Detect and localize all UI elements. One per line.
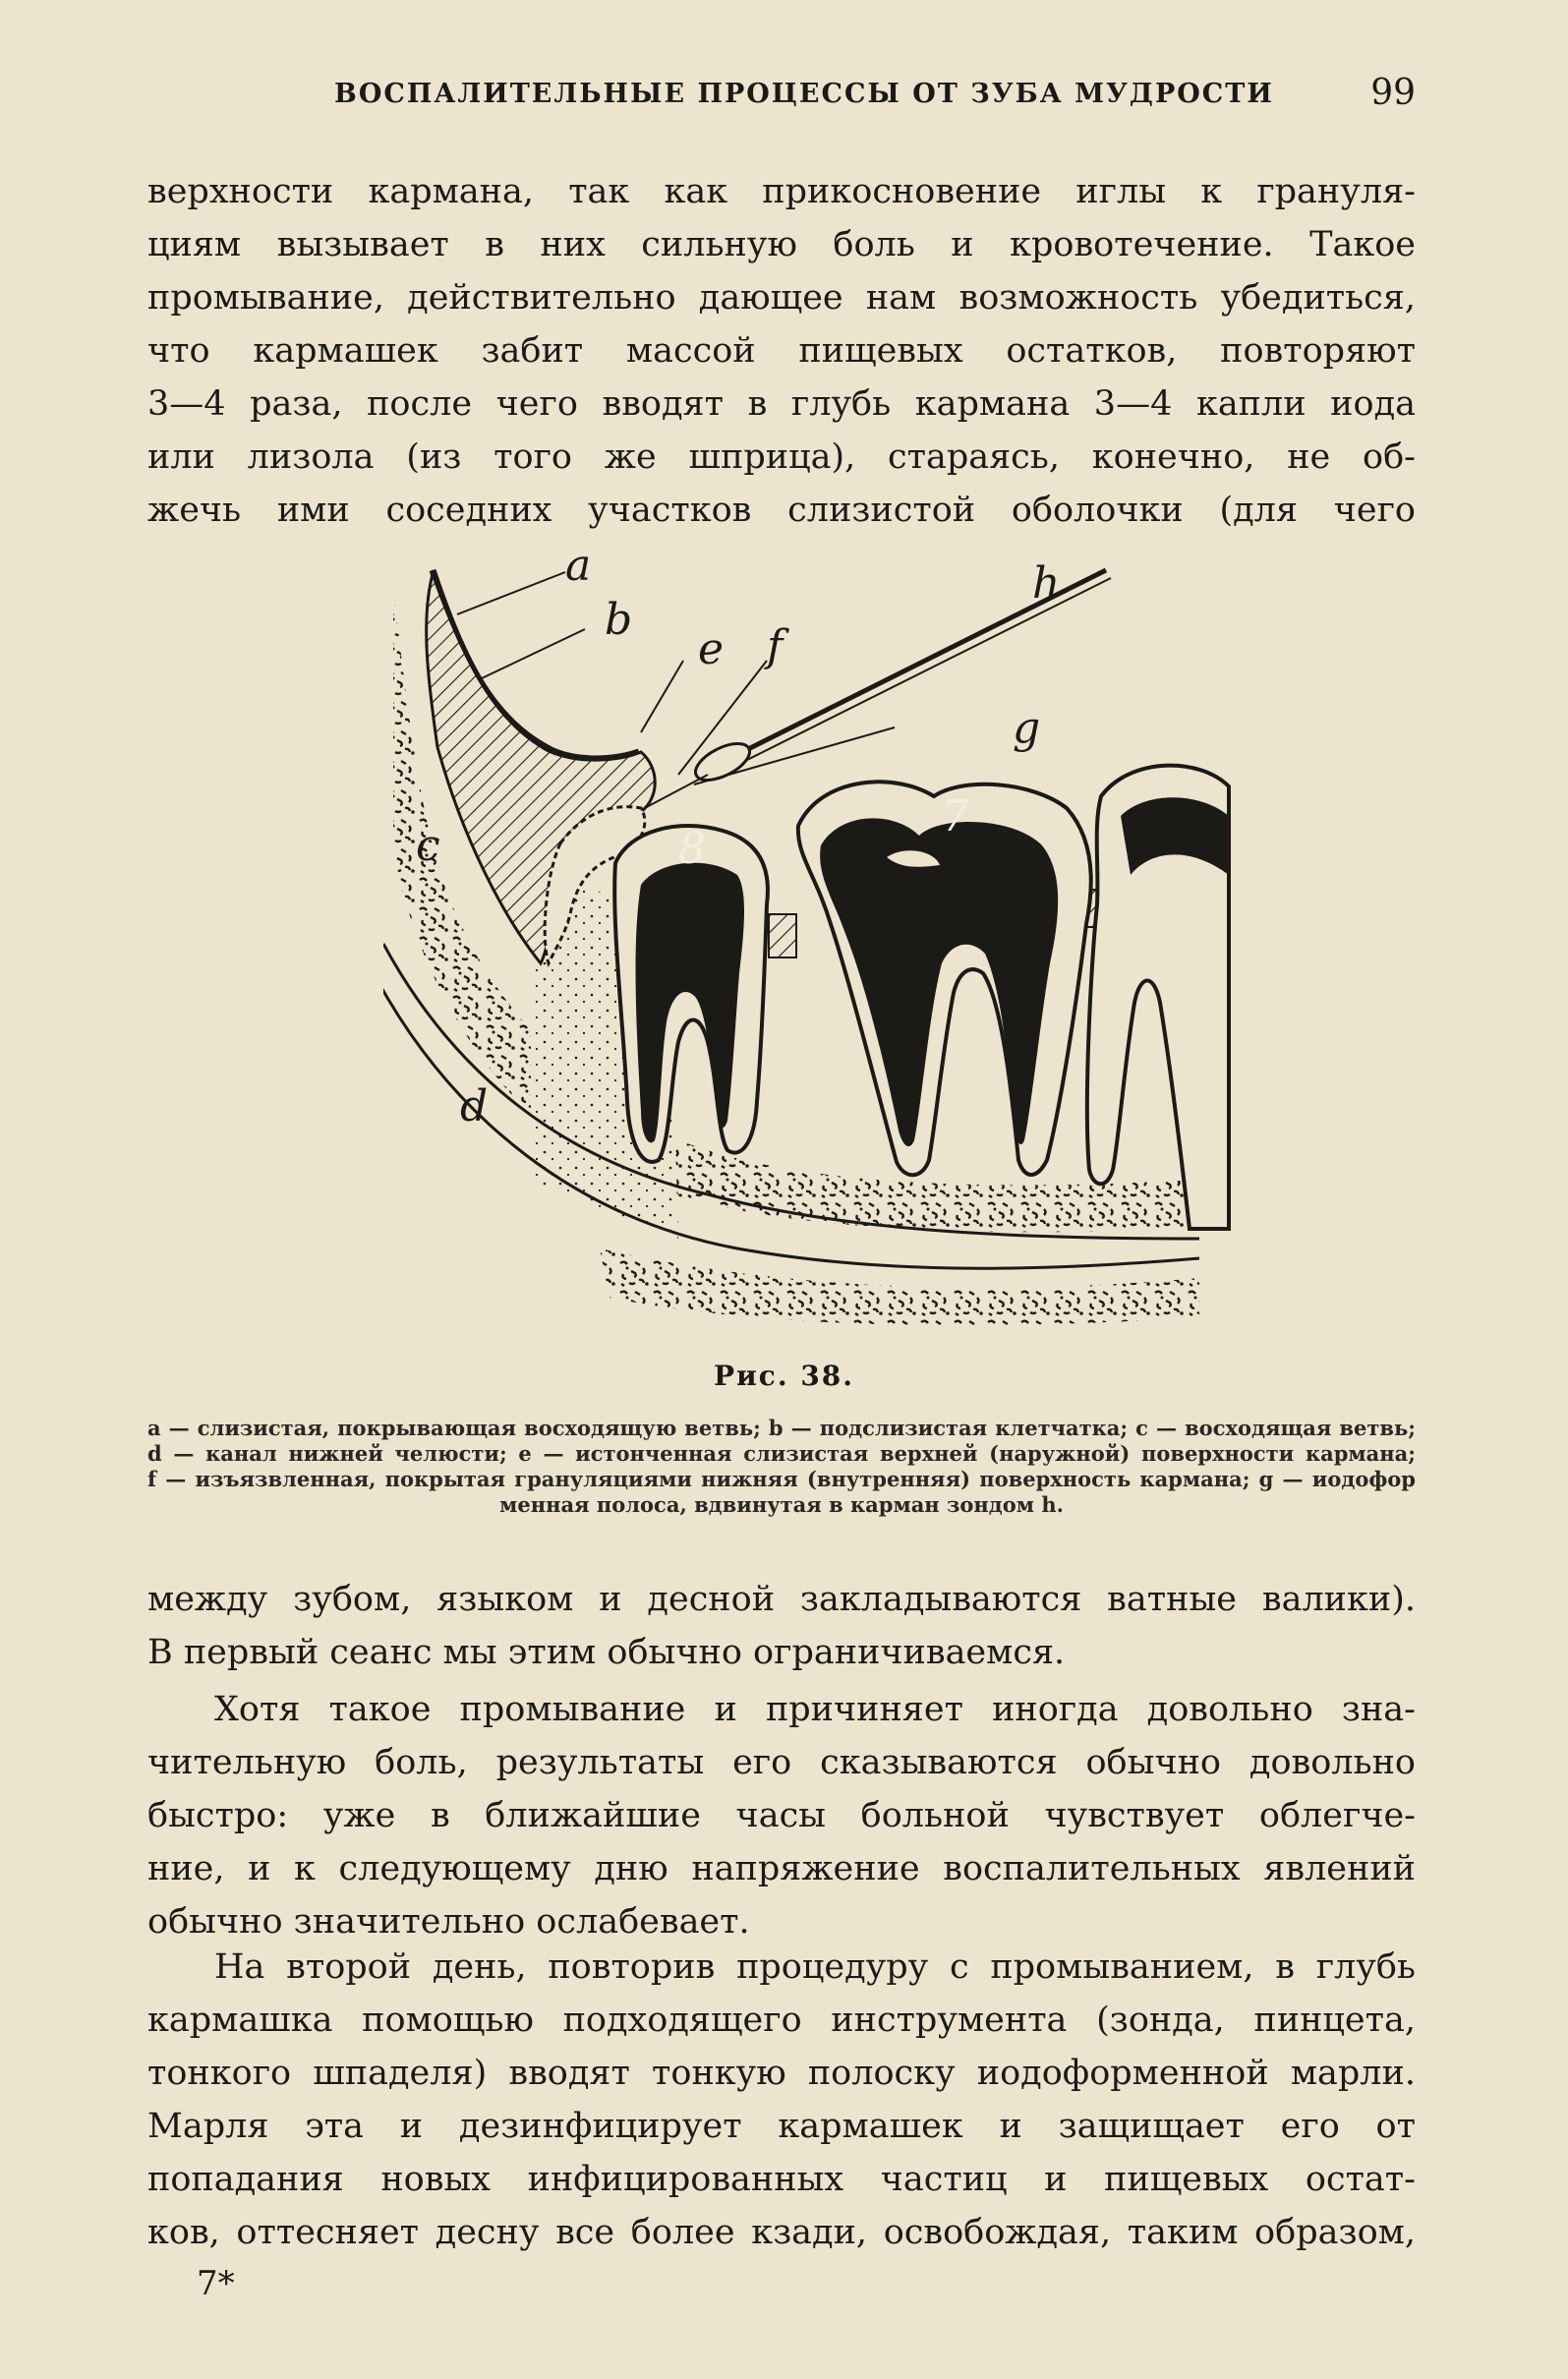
interdental-contact (769, 914, 796, 957)
text-line: промывание, действительно дающее нам возможность убедиться, (147, 278, 1416, 318)
text-line: обычно значительно ослабевает. (147, 1902, 750, 1942)
tooth-7 (798, 782, 1091, 1175)
caption-line: d — канал нижней челюсти; e — истонченная слизистая верхней (наружной) поверхности кармана; (147, 1441, 1416, 1466)
tooth-illustration (383, 551, 1239, 1327)
label-h: h (1032, 558, 1061, 609)
caption-line: a — слизистая, покрывающая восходящую ветвь; b — подслизистая клетчатка; c — восходящая ветвь; (147, 1416, 1416, 1440)
label-c: c (416, 821, 440, 871)
text-line: между зубом, языком и десной закладываются ватные валики). (147, 1580, 1416, 1619)
running-title: ВОСПАЛИТЕЛЬНЫЕ ПРОЦЕССЫ ОТ ЗУБА МУДРОСТИ (334, 79, 1274, 109)
text-line: верхности кармана, так как прикосновение иглы к грануля- (147, 172, 1416, 211)
text-line: тонкого шпаделя) вводят тонкую полоску иодоформенной марли. (147, 2054, 1416, 2093)
tooth-8-label: 8 (678, 824, 706, 874)
paragraph-3 (147, 1683, 1416, 1948)
text-line: попадания новых инфицированных частиц и пищевых остат- (147, 2160, 1416, 2199)
label-d: d (460, 1081, 489, 1131)
label-e: e (698, 624, 725, 674)
text-line: жечь ими соседних участков слизистой оболочки (для чего (147, 491, 1416, 530)
caption-line: f — изъязвленная, покрытая грануляциями нижняя (внутренняя) поверхность кармана; g — иодофор (147, 1467, 1416, 1491)
text-line: что кармашек забит массой пищевых остатков, повторяют (147, 331, 1416, 371)
caption-line: менная полоса, вдвинутая в карман зондом h. (499, 1492, 1064, 1517)
page-number: 99 (1370, 73, 1416, 113)
label-b: b (605, 595, 633, 645)
label-g: g (1013, 703, 1041, 753)
text-line: быстро: уже в ближайшие часы больной чувствует облегче- (147, 1796, 1416, 1835)
tooth-7-label: 7 (942, 791, 969, 841)
text-line: 3—4 раза, после чего вводят в глубь кармана 3—4 капли иода (147, 384, 1416, 424)
paragraph-4 (147, 1941, 1416, 2259)
tooth-8 (614, 824, 768, 1162)
text-line: Марля эта и дезинфицирует кармашек и защищает его от (147, 2107, 1416, 2146)
text-line: чительную боль, результаты его сказываются обычно довольно (147, 1743, 1416, 1782)
paragraph-1 (147, 165, 1416, 537)
lower-bone (600, 1248, 1199, 1325)
text-line: циям вызывает в них сильную боль и кровотечение. Такое (147, 225, 1416, 264)
paragraph-2 (147, 1573, 1416, 1679)
running-head (147, 73, 1416, 112)
label-f: f (767, 621, 784, 671)
text-line: Хотя такое промывание и причиняет иногда довольно зна- (214, 1690, 1416, 1729)
text-line: ние, и к следующему дню напряжение воспалительных явлений (147, 1849, 1416, 1888)
text-line: кармашка помощью подходящего инструмента (зонда, пинцета, (147, 2001, 1416, 2040)
figure-tooth-diagram (383, 551, 1239, 1327)
text-line: На второй день, повторив процедуру с промыванием, в глубь (214, 1947, 1416, 1987)
figure-title: Рис. 38. (713, 1360, 855, 1392)
signature-mark: 7* (197, 2264, 235, 2303)
figure-caption (147, 1416, 1416, 1518)
text-line: В первый сеанс мы этим обычно ограничиваемся. (147, 1633, 1066, 1672)
text-line: или лизола (из того же шприца), стараясь, конечно, не об- (147, 437, 1416, 477)
tooth-6 (1087, 766, 1229, 1229)
text-line: ков, оттесняет десну все более кзади, освобождая, таким образом, (147, 2213, 1416, 2252)
label-a: a (565, 551, 592, 591)
